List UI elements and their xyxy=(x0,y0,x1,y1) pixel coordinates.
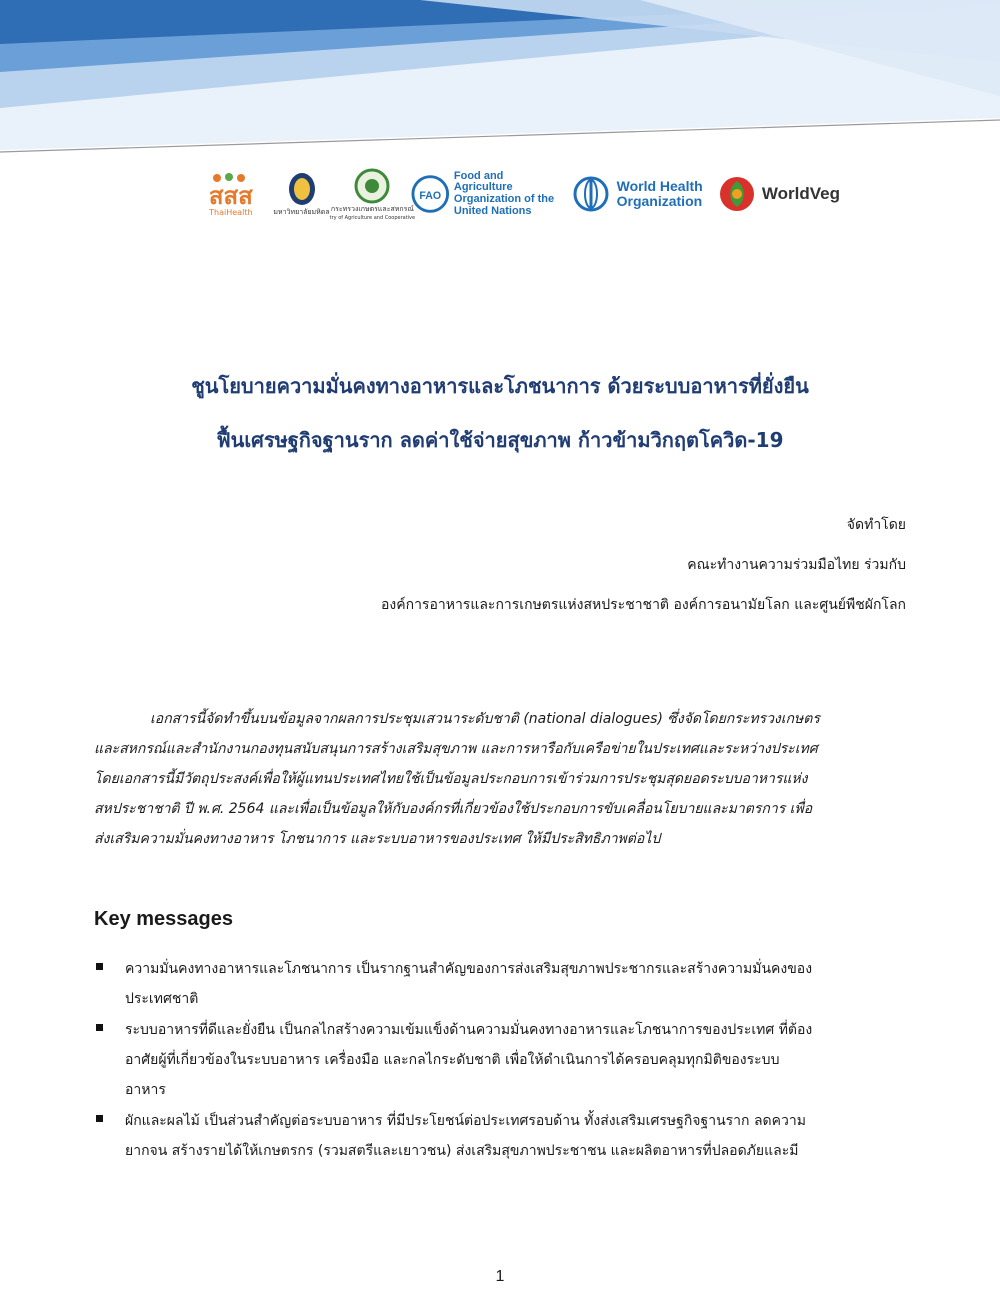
thaihealth-sub: ThaiHealth xyxy=(209,207,253,217)
key-messages-heading: Key messages xyxy=(94,908,233,930)
who-logo xyxy=(569,174,710,214)
who-emblem-icon xyxy=(569,174,613,214)
thaihealth-logo xyxy=(200,172,262,217)
worldveg-emblem-icon xyxy=(718,175,756,213)
fao-line-3: United Nations xyxy=(453,204,532,217)
intro-line-2: และสหกรณ์และสำนักงานกองทุนสนับสนุนการสร้างเสริมสุขภาพ และการหารือกับเครือข่ายในประเทศและระหว่างประเทศ xyxy=(94,741,818,757)
header-decoration xyxy=(0,0,1000,160)
fao-emblem-icon xyxy=(411,174,450,214)
worldveg-logo xyxy=(718,175,840,213)
worldveg-name: WorldVeg xyxy=(761,184,840,203)
key-message-2-line-1: ระบบอาหารที่ดีและยั่งยืน เป็นกลไกสร้างความเข้มแข็งด้านความมั่นคงทางอาหารและโภชนาการของประเทศ ที่ต้อง xyxy=(125,1022,813,1038)
key-message-2-line-3: อาหาร xyxy=(125,1082,166,1098)
university-logo xyxy=(270,171,334,218)
fao-abbr: FAO xyxy=(419,189,442,202)
who-line-1: World Health xyxy=(616,178,703,195)
intro-line-5: ส่งเสริมความมั่นคงทางอาหาร โภชนาการ และระบบอาหารของประเทศ ให้มีประสิทธิภาพต่อไป xyxy=(94,831,661,847)
key-message-3-line-2: ยากจน สร้างรายได้ให้เกษตรกร (รวมสตรีและเยาวชน) ส่งเสริมสุขภาพประชาชน และผลิตอาหารที่ปลอดภัยและมี xyxy=(125,1143,799,1159)
page-number: 1 xyxy=(495,1268,505,1285)
ministry-seal-icon xyxy=(354,168,390,204)
intro-line-3: โดยเอกสารนี้มีวัตถุประสงค์เพื่อให้ผู้แทนประเทศไทยใช้เป็นข้อมูลประกอบการเข้าร่วมการประชุมสุดยอดระบบอาหารแห่ง xyxy=(94,771,808,787)
bullet-icon xyxy=(96,963,103,970)
fao-logo xyxy=(411,171,560,217)
prepared-by-line-2: องค์การอาหารและการเกษตรแห่งสหประชาชาติ องค์การอนามัยโลก และศูนย์พืชผักโลก xyxy=(380,597,906,613)
title-line-1: ชูนโยบายความมั่นคงทางอาหารและโภชนาการ ด้วยระบบอาหารที่ยั่งยืน xyxy=(191,374,809,398)
key-message-1-line-1: ความมั่นคงทางอาหารและโภชนาการ เป็นรากฐานสำคัญของการส่งเสริมสุขภาพประชากรและสร้างความมั่นคงของ xyxy=(125,961,813,977)
thaihealth-name: สสส xyxy=(208,181,253,210)
university-seal-icon xyxy=(287,171,317,207)
ministry-logo xyxy=(329,168,416,221)
partner-logos xyxy=(200,166,840,222)
title-line-2: ฟื้นเศรษฐกิจฐานราก ลดค่าใช้จ่ายสุขภาพ ก้าวข้ามวิกฤตโควิด-19 xyxy=(216,428,784,452)
who-line-2: Organization xyxy=(616,193,703,209)
intro-line-1: เอกสารนี้จัดทำขึ้นบนข้อมูลจากผลการประชุมเสวนาระดับชาติ (national dialogues) ซึ่งจัดโดยกระทรวงเกษตร xyxy=(150,711,820,727)
fao-line-1: Food and Agriculture xyxy=(453,169,513,194)
university-name: มหาวิทยาลัยมหิดล xyxy=(273,207,330,216)
key-message-3-line-1: ผักและผลไม้ เป็นส่วนสำคัญต่อระบบอาหาร ที่มีประโยชน์ต่อประเทศรอบด้าน ทั้งส่งเสริมเศรษฐกิจฐานราก ลดความ xyxy=(125,1113,806,1129)
ministry-sub: try of Agriculture and Cooperative xyxy=(329,214,416,221)
prepared-by-label: จัดทำโดย xyxy=(846,517,906,533)
ministry-name: กระทรวงเกษตรและสหกรณ์ xyxy=(330,204,414,213)
bullet-icon xyxy=(96,1115,103,1122)
prepared-by-line-1: คณะทำงานความร่วมมือไทย ร่วมกับ xyxy=(687,557,906,573)
intro-line-4: สหประชาชาติ ปี พ.ศ. 2564 และเพื่อเป็นข้อมูลให้กับองค์กรที่เกี่ยวข้องใช้ประกอบการขับเคลื่อนโยบายและมาตรการ เพื่อ xyxy=(94,801,813,817)
fao-line-2: Organization of the xyxy=(453,193,555,205)
key-message-1-line-2: ประเทศชาติ xyxy=(125,991,199,1007)
bullet-icon xyxy=(96,1024,103,1031)
key-message-2-line-2: อาศัยผู้ที่เกี่ยวข้องในระบบอาหาร เครื่องมือ และกลไกระดับชาติ เพื่อให้ดำเนินการได้ครอบคลุมทุกมิติของระบบ xyxy=(125,1052,780,1068)
